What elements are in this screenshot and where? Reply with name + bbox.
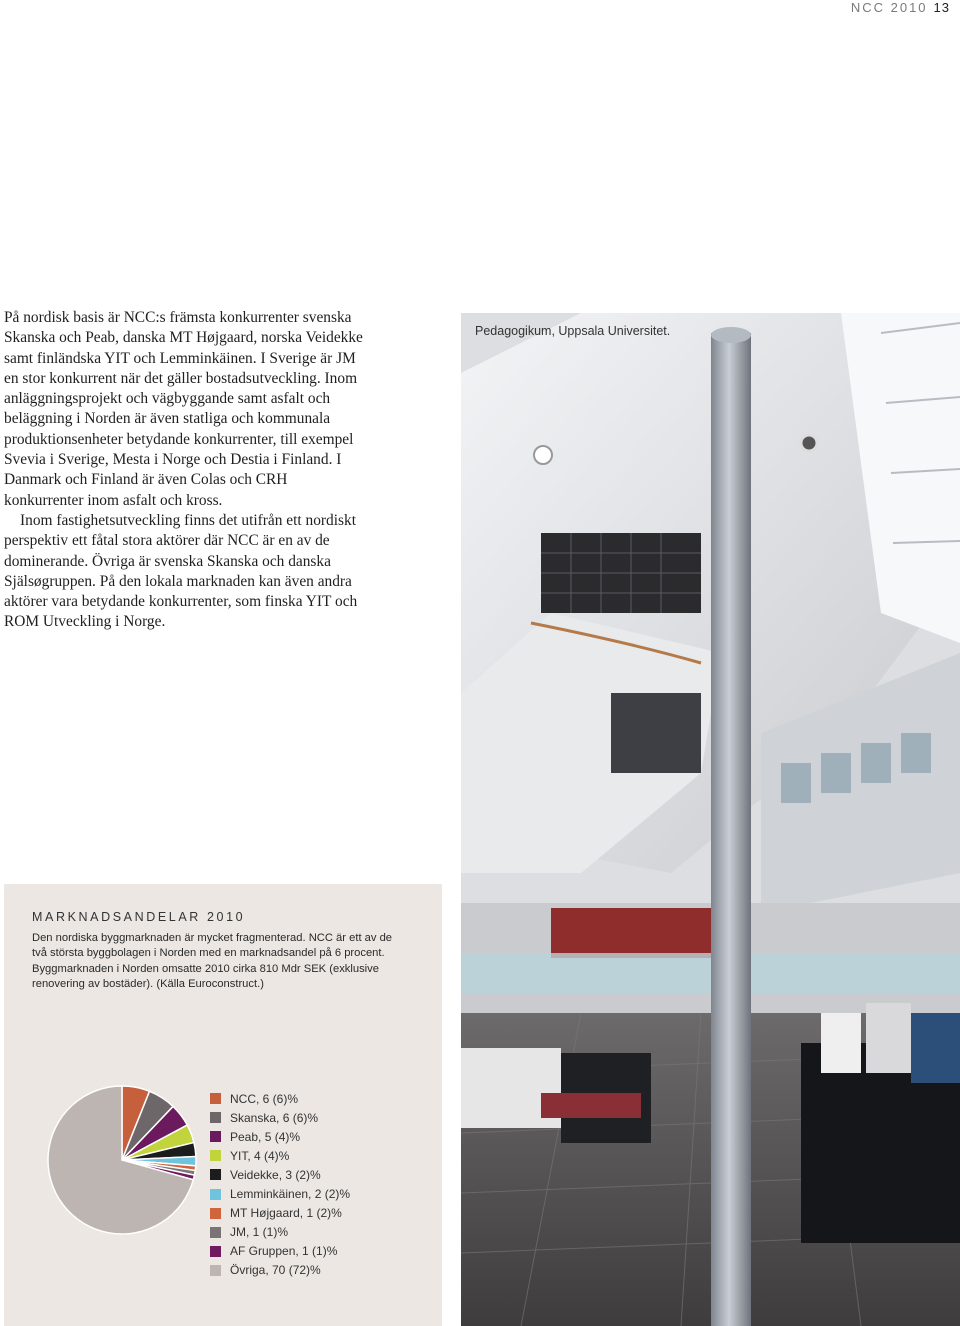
- legend-label: MT Højgaard, 1 (2)%: [230, 1206, 342, 1221]
- legend-item: [210, 1165, 350, 1184]
- legend-label: Övriga, 70 (72)%: [230, 1263, 321, 1278]
- legend-swatch: [210, 1093, 221, 1104]
- legend-item: [210, 1146, 350, 1165]
- legend-swatch: [210, 1150, 221, 1161]
- market-share-pie-chart: [42, 1080, 202, 1240]
- legend-label: Veidekke, 3 (2)%: [230, 1167, 321, 1182]
- legend-swatch: [210, 1189, 221, 1200]
- legend-swatch: [210, 1112, 221, 1123]
- body-paragraph-1: På nordisk basis är NCC:s främsta konkurrenter svenska Skanska och Peab, danska MT Højgaard, norska Veidekke samt finländska YIT och Lemminkäinen. I Sverige är JM en stor konkurrent när det gäller bostadsutveckling. Inom anläggningsprojekt och vägbyggande samt asfalt och beläggning i Norden är även statliga och kommunala produktionsenheter betydande konkurrenter, till exempel Svevia i Sverige, Mesta i Norge och Destia i Finland. I Danmark och Finland är även Colas och CRH konkurrenter inom asfalt och kross.: [4, 309, 363, 509]
- legend-label: Lemminkäinen, 2 (2)%: [230, 1187, 351, 1202]
- legend-item: [210, 1184, 350, 1203]
- legend-label: Peab, 5 (4)%: [230, 1129, 301, 1144]
- pie-legend: [210, 1089, 350, 1280]
- legend-label: NCC, 6 (6)%: [230, 1091, 299, 1106]
- body-text: [4, 308, 366, 633]
- legend-swatch: [210, 1246, 221, 1257]
- legend-item: [210, 1108, 350, 1127]
- legend-item: [210, 1242, 350, 1261]
- legend-swatch: [210, 1208, 221, 1219]
- legend-label: Skanska, 6 (6)%: [230, 1110, 319, 1125]
- legend-item: [210, 1127, 350, 1146]
- atrium-photo: [461, 313, 960, 1326]
- legend-swatch: [210, 1265, 221, 1276]
- photo-caption: Pedagogikum, Uppsala Universitet.: [475, 324, 671, 338]
- market-share-title: MARKNADSANDELAR 2010: [32, 910, 246, 924]
- atrium-photo-illustration: [461, 313, 960, 1326]
- market-share-text: Den nordiska byggmarknaden är mycket fragmenterad. NCC är ett av de två största byggbolagen i Norden med en marknadsandel på 6 procent. Byggmarknaden i Norden omsatte 2010 cirka 810 Mdr SEK (exklusive renovering av bostäder). (Källa Euroconstruct.): [32, 932, 393, 991]
- legend-item: [210, 1223, 350, 1242]
- legend-label: JM, 1 (1)%: [230, 1225, 289, 1240]
- body-paragraph-2: Inom fastighetsutveckling finns det utifrån ett nordiskt perspektiv ett fåtal stora aktörer där NCC är en av de dominerande. Övriga är svenska Skanska och danska Själsøgruppen. På den lokala marknaden kan även andra aktörer vara betydande konkurrenter, som finska YIT och ROM Utveckling i Norge.: [4, 511, 358, 631]
- legend-item: [210, 1204, 350, 1223]
- page-number: 13: [933, 0, 950, 15]
- legend-swatch: [210, 1227, 221, 1238]
- legend-swatch: [210, 1169, 221, 1180]
- publication-name: NCC 2010: [850, 0, 928, 15]
- legend-label: YIT, 4 (4)%: [230, 1148, 290, 1163]
- legend-swatch: [210, 1131, 221, 1142]
- legend-label: AF Gruppen, 1 (1)%: [230, 1244, 338, 1259]
- legend-item: [210, 1089, 350, 1108]
- legend-item: [210, 1261, 350, 1280]
- market-share-box: [4, 884, 442, 1326]
- page-header: [851, 0, 950, 15]
